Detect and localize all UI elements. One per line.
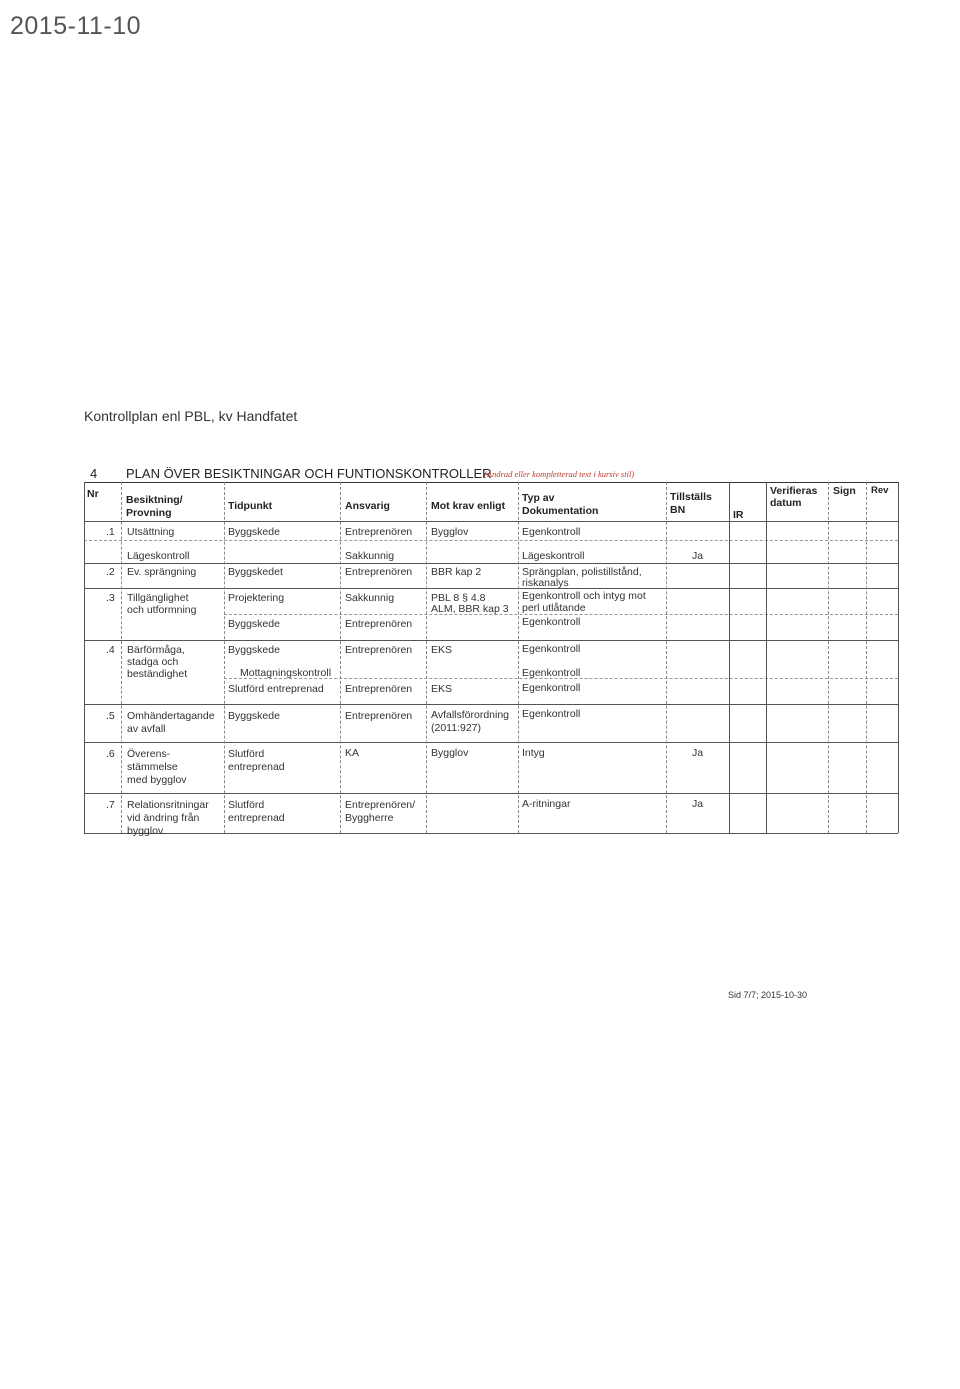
row-nr: .1	[106, 526, 115, 538]
row-krav: EKS	[431, 683, 453, 695]
row-dokumentation: Egenkontroll och intyg mot	[522, 590, 646, 602]
row-ansvarig: Entreprenören	[345, 618, 413, 630]
header-bottom-border	[84, 521, 898, 522]
row-tidpunkt: Byggskede	[228, 710, 280, 722]
col-border	[666, 482, 667, 833]
row-divider	[84, 793, 898, 794]
row-nr: .4	[106, 644, 115, 656]
row-bn: Ja	[692, 747, 704, 759]
row-ansvarig: Sakkunnig	[345, 550, 395, 562]
row-dokumentation: perl utlåtande	[522, 602, 586, 614]
row-tidpunkt: Byggskede	[228, 526, 280, 538]
row-ansvarig: Byggherre	[345, 812, 394, 824]
col-border	[121, 482, 122, 833]
row-dokumentation: Sprängplan, polistillstånd,	[522, 566, 642, 578]
row-tidpunkt: Byggskede	[228, 618, 280, 630]
row-besiktning: Lägeskontroll	[127, 550, 190, 562]
col-border	[766, 482, 767, 833]
row-divider	[84, 640, 898, 641]
header-tillstalls: Tillställs	[670, 491, 712, 503]
row-dokumentation: Egenkontroll	[522, 643, 581, 655]
page-date-header: 2015-11-10	[10, 12, 142, 40]
header-besiktning: Besiktning/	[126, 494, 183, 506]
row-besiktning: Bärförmåga,	[127, 644, 185, 656]
header-datum: datum	[770, 497, 802, 509]
section-number: 4	[90, 466, 98, 481]
row-ansvarig: Entreprenören	[345, 566, 413, 578]
row-ansvarig: Entreprenören	[345, 683, 413, 695]
header-mot-krav: Mot krav enligt	[431, 500, 506, 512]
row-besiktning: Tillgänglighet	[127, 592, 189, 604]
header-nr: Nr	[87, 488, 99, 500]
row-divider	[84, 588, 898, 589]
row-krav: Bygglov	[431, 747, 469, 759]
row-dokumentation: Egenkontroll	[522, 682, 581, 694]
row-tidpunkt: Slutförd	[228, 748, 265, 760]
row-krav: BBR kap 2	[431, 566, 482, 578]
row-tidpunkt: Slutförd entreprenad	[228, 683, 324, 695]
row-krav: Avfallsförordning	[431, 709, 510, 721]
row-ansvarig: Entreprenören	[345, 526, 413, 538]
row-ansvarig: Sakkunnig	[345, 592, 395, 604]
header-besiktning: Provning	[126, 507, 172, 519]
row-besiktning: och utformning	[127, 604, 197, 616]
row-besiktning: Överens-	[127, 748, 171, 760]
row-besiktning: Ev. sprängning	[127, 566, 197, 578]
row-besiktning: stadga och	[127, 656, 179, 668]
row-krav: (2011:927)	[431, 722, 482, 734]
header-ansvarig: Ansvarig	[345, 500, 390, 512]
row-dokumentation: Egenkontroll	[522, 526, 581, 538]
row-krav: EKS	[431, 644, 453, 656]
row-krav: PBL 8 § 4.8	[431, 592, 486, 604]
header-typ-av: Typ av	[522, 492, 555, 504]
header-sign: Sign	[833, 485, 856, 497]
col-border	[828, 482, 829, 833]
row-besiktning: beständighet	[127, 668, 188, 680]
row-nr: .7	[106, 799, 115, 811]
header-verifieras: Verifieras	[770, 485, 818, 497]
row-tidpunkt: Mottagningskontroll	[240, 667, 332, 679]
row-tidpunkt: Byggskedet	[228, 566, 283, 578]
row-besiktning: Relationsritningar	[127, 799, 209, 811]
row-tidpunkt: Slutförd	[228, 799, 265, 811]
header-rev: Rev	[871, 485, 889, 496]
row-nr: .6	[106, 748, 115, 760]
row-divider	[84, 540, 898, 541]
row-divider	[84, 704, 898, 705]
row-dokumentation: Egenkontroll	[522, 708, 581, 720]
row-tidpunkt: entreprenad	[228, 761, 285, 773]
row-besiktning: Utsättning	[127, 526, 175, 538]
row-dokumentation: Lägeskontroll	[522, 550, 585, 562]
col-border	[518, 482, 519, 833]
row-dokumentation: A-ritningar	[522, 798, 571, 810]
row-bn: Ja	[692, 798, 704, 810]
row-divider	[84, 742, 898, 743]
row-besiktning: stämmelse	[127, 761, 178, 773]
row-tidpunkt: Byggskede	[228, 644, 280, 656]
row-nr: .5	[106, 710, 115, 722]
table-bottom-border	[84, 833, 898, 834]
row-besiktning: av avfall	[127, 723, 166, 735]
row-tidpunkt: entreprenad	[228, 812, 285, 824]
header-tidpunkt: Tidpunkt	[228, 500, 273, 512]
row-ansvarig: Entreprenören	[345, 644, 413, 656]
document-title: Kontrollplan enl PBL, kv Handfatet	[84, 408, 298, 424]
row-ansvarig: Entreprenören	[345, 710, 413, 722]
row-dokumentation: Intyg	[522, 747, 545, 759]
row-besiktning: Omhändertagande	[127, 710, 215, 722]
header-bn: BN	[670, 504, 686, 516]
row-divider	[84, 563, 898, 564]
row-nr: .3	[106, 592, 115, 604]
row-ansvarig: KA	[345, 747, 360, 759]
row-bn: Ja	[692, 550, 704, 562]
row-dokumentation: Egenkontroll	[522, 616, 581, 628]
col-border	[898, 482, 899, 833]
row-krav: Bygglov	[431, 526, 469, 538]
row-besiktning: med bygglov	[127, 774, 187, 786]
row-besiktning: bygglov.	[127, 825, 166, 837]
col-border	[729, 482, 730, 833]
col-border	[866, 482, 867, 833]
header-dokumentation: Dokumentation	[522, 505, 599, 517]
row-dokumentation: Egenkontroll	[522, 667, 581, 679]
section-title: PLAN ÖVER BESIKTNINGAR OCH FUNTIONSKONTROLLER	[126, 466, 492, 481]
row-krav: ALM, BBR kap 3	[431, 603, 509, 615]
col-border	[224, 482, 225, 833]
col-border	[84, 482, 85, 833]
row-nr: .2	[106, 566, 115, 578]
row-besiktning: vid ändring från	[127, 812, 200, 824]
table-top-border	[84, 482, 898, 483]
col-border	[426, 482, 427, 833]
row-tidpunkt: Projektering	[228, 592, 285, 604]
page-footer: Sid 7/7; 2015-10-30	[728, 990, 808, 1000]
row-ansvarig: Entreprenören/	[345, 799, 416, 811]
header-ir: IR	[733, 509, 744, 521]
section-note: (Ändrad eller kompletterad text i kursiv stil)	[484, 469, 635, 479]
row-dokumentation: riskanalys	[522, 577, 569, 589]
col-border	[340, 482, 341, 833]
